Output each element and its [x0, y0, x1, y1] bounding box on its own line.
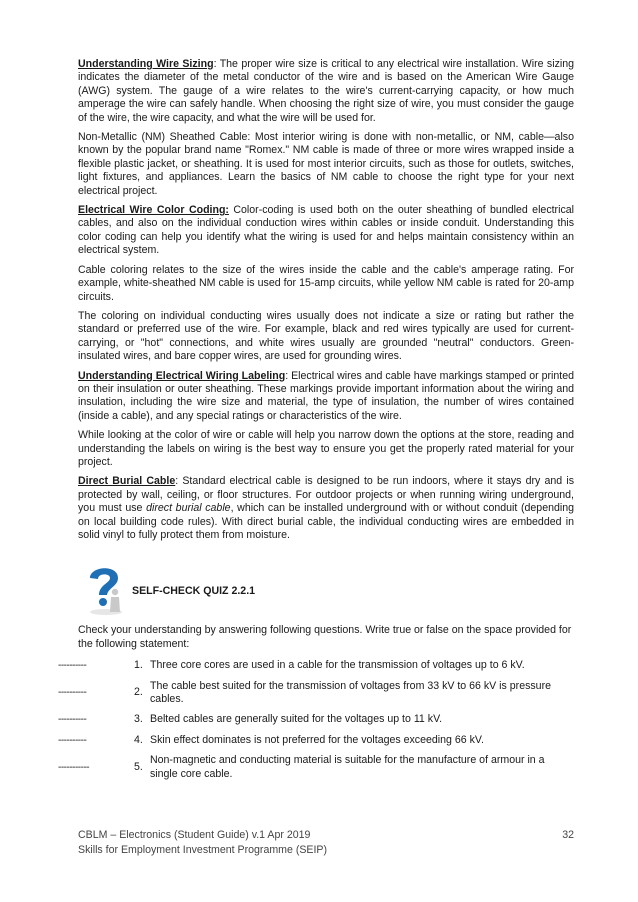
- paragraph-text: : Electrical wires and cable have markings stamped or printed on their insulation or outer sheathing. These markings provide important information about the wiring and insulation, including the wire size and material, the type of insulation, the number of wires contained (inside a cable), and any special ratings or characteristics of the wire.: [78, 369, 574, 422]
- quiz-item-text: The cable best suited for the transmission of voltages from 33 kV to 66 kV is pressure cables.: [150, 679, 551, 706]
- quiz-item: [58, 733, 574, 747]
- section-heading: Electrical Wire Color Coding:: [78, 204, 229, 217]
- quiz-item-text: Non-magnetic and conducting material is suitable for the manufacture of armour in a single core cable.: [150, 754, 545, 780]
- quiz-item-number: 2.: [134, 686, 143, 699]
- footer-line-2: Skills for Employment Investment Programme (SEIP): [78, 844, 328, 856]
- question-mark-person-icon: [84, 562, 124, 616]
- section-heading: Understanding Electrical Wiring Labeling: [78, 369, 286, 382]
- emphasis-direct-burial: direct burial cable: [146, 502, 231, 515]
- paragraph: [78, 204, 574, 258]
- quiz-item-number: 4.: [134, 733, 143, 746]
- section-heading: Understanding Wire Sizing: [78, 58, 214, 70]
- quiz-header: [78, 562, 574, 616]
- page-footer: [78, 828, 574, 858]
- paragraph: [78, 131, 574, 198]
- paragraph-list: [78, 58, 574, 469]
- paragraph-direct-burial: Direct Burial Cable: Standard electrical cable is designed to be run indoors, where it stays dry and is protected by wall, ceiling, or floor structures. For outdoor projects or when running wiring underground, you must use direct burial cable, which can be installed underground with or without conduit (depending on local building code rules). With direct burial cable, the individual conducting wires are embedded in solid vinyl to fully protect them from moisture.: [78, 475, 575, 541]
- answer-blank[interactable]: ----------: [58, 660, 87, 672]
- paragraph: [78, 429, 574, 469]
- page-number: 32: [562, 829, 574, 841]
- quiz-item: [58, 679, 574, 707]
- paragraph-text: While looking at the color of wire or cable will help you narrow down the options at the store, reading and understanding the labels on wiring is the best way to ensure you get the properly rated material for your project.: [78, 429, 574, 468]
- paragraph-text: Non-Metallic (NM) Sheathed Cable: Most interior wiring is done with non-metallic, or NM, cable—also known by the popular brand name "Romex." NM cable is made of three or more wires wrapped inside a flexible plastic jacket, or sheathing. It is used for most interior circuits, such as those for outlets, switches, light fixtures, and appliances. Learn the basics of NM cable to choose the right type for your next electrical project.: [78, 131, 574, 197]
- paragraph: [78, 370, 574, 424]
- quiz-item-number: 5.: [134, 760, 143, 773]
- answer-blank[interactable]: -----------: [58, 761, 90, 773]
- paragraph-text: Color-coding is used both on the outer sheathing of bundled electrical cables, and also on the individual conduction wires within cables or inside conduit. Understanding this color coding can help you identify what the wiring is used for and helps maintain consistency within an electrical system.: [78, 204, 574, 257]
- section-heading-direct-burial: Direct Burial Cable: [78, 475, 176, 488]
- quiz-item: [58, 754, 574, 781]
- quiz-item-list: [58, 659, 574, 781]
- footer-line-1: CBLM – Electronics (Student Guide) v.1 Apr 2019: [78, 829, 311, 841]
- quiz-instructions: Check your understanding by answering following questions. Write true or false on the space provided for the following statement:: [78, 624, 572, 650]
- answer-blank[interactable]: ----------: [58, 734, 87, 746]
- paragraph: [78, 58, 574, 125]
- paragraph-text: The coloring on individual conducting wires usually does not indicate a size or rating but rather the standard or preferred use of the wire. For example, black and red wires typically are used for current-carrying, or "hot" connections, and white wires usually are grounded "neutral" conductors. Green-insulated wires, and bare copper wires, are used for grounding wires.: [78, 309, 574, 363]
- paragraph: [78, 310, 574, 364]
- quiz-item: [58, 659, 574, 672]
- paragraph-text: Cable coloring relates to the size of the wires inside the cable and the cable's amperage rating. For example, white-sheathed NM cable is used for 15-amp circuits, while yellow NM cable is rated for 20-amp circuits.: [78, 263, 574, 303]
- document-body: [58, 58, 575, 788]
- quiz-item-number: 1.: [134, 659, 143, 672]
- paragraph-text: : The proper wire size is critical to any electrical wire installation. Wire sizing indicates the diameter of the metal conductor of the wire and is based on the American Wire Gauge (AWG) system. The gauge of a wire relates to the wire's current-carrying capacity, or how much amperage the wire can safely handle. When choosing the right size of wire, you must consider the gauge of the wire, the wire capacity, and what the wire will be used for.: [78, 58, 575, 124]
- paragraph: [78, 264, 574, 304]
- quiz-item-number: 3.: [134, 713, 143, 726]
- quiz-item: [58, 713, 574, 726]
- quiz-item-text: Skin effect dominates is not preferred for the voltages exceeding 66 kV.: [150, 733, 484, 746]
- answer-blank[interactable]: ----------: [58, 714, 87, 726]
- quiz-title: SELF-CHECK QUIZ 2.2.1: [132, 585, 256, 598]
- quiz-item-text: Belted cables are generally suited for the voltages up to 11 kV.: [150, 713, 443, 726]
- quiz-item-text: Three core cores are used in a cable for the transmission of voltages up to 6 kV.: [150, 659, 525, 672]
- answer-blank[interactable]: ----------: [58, 687, 87, 699]
